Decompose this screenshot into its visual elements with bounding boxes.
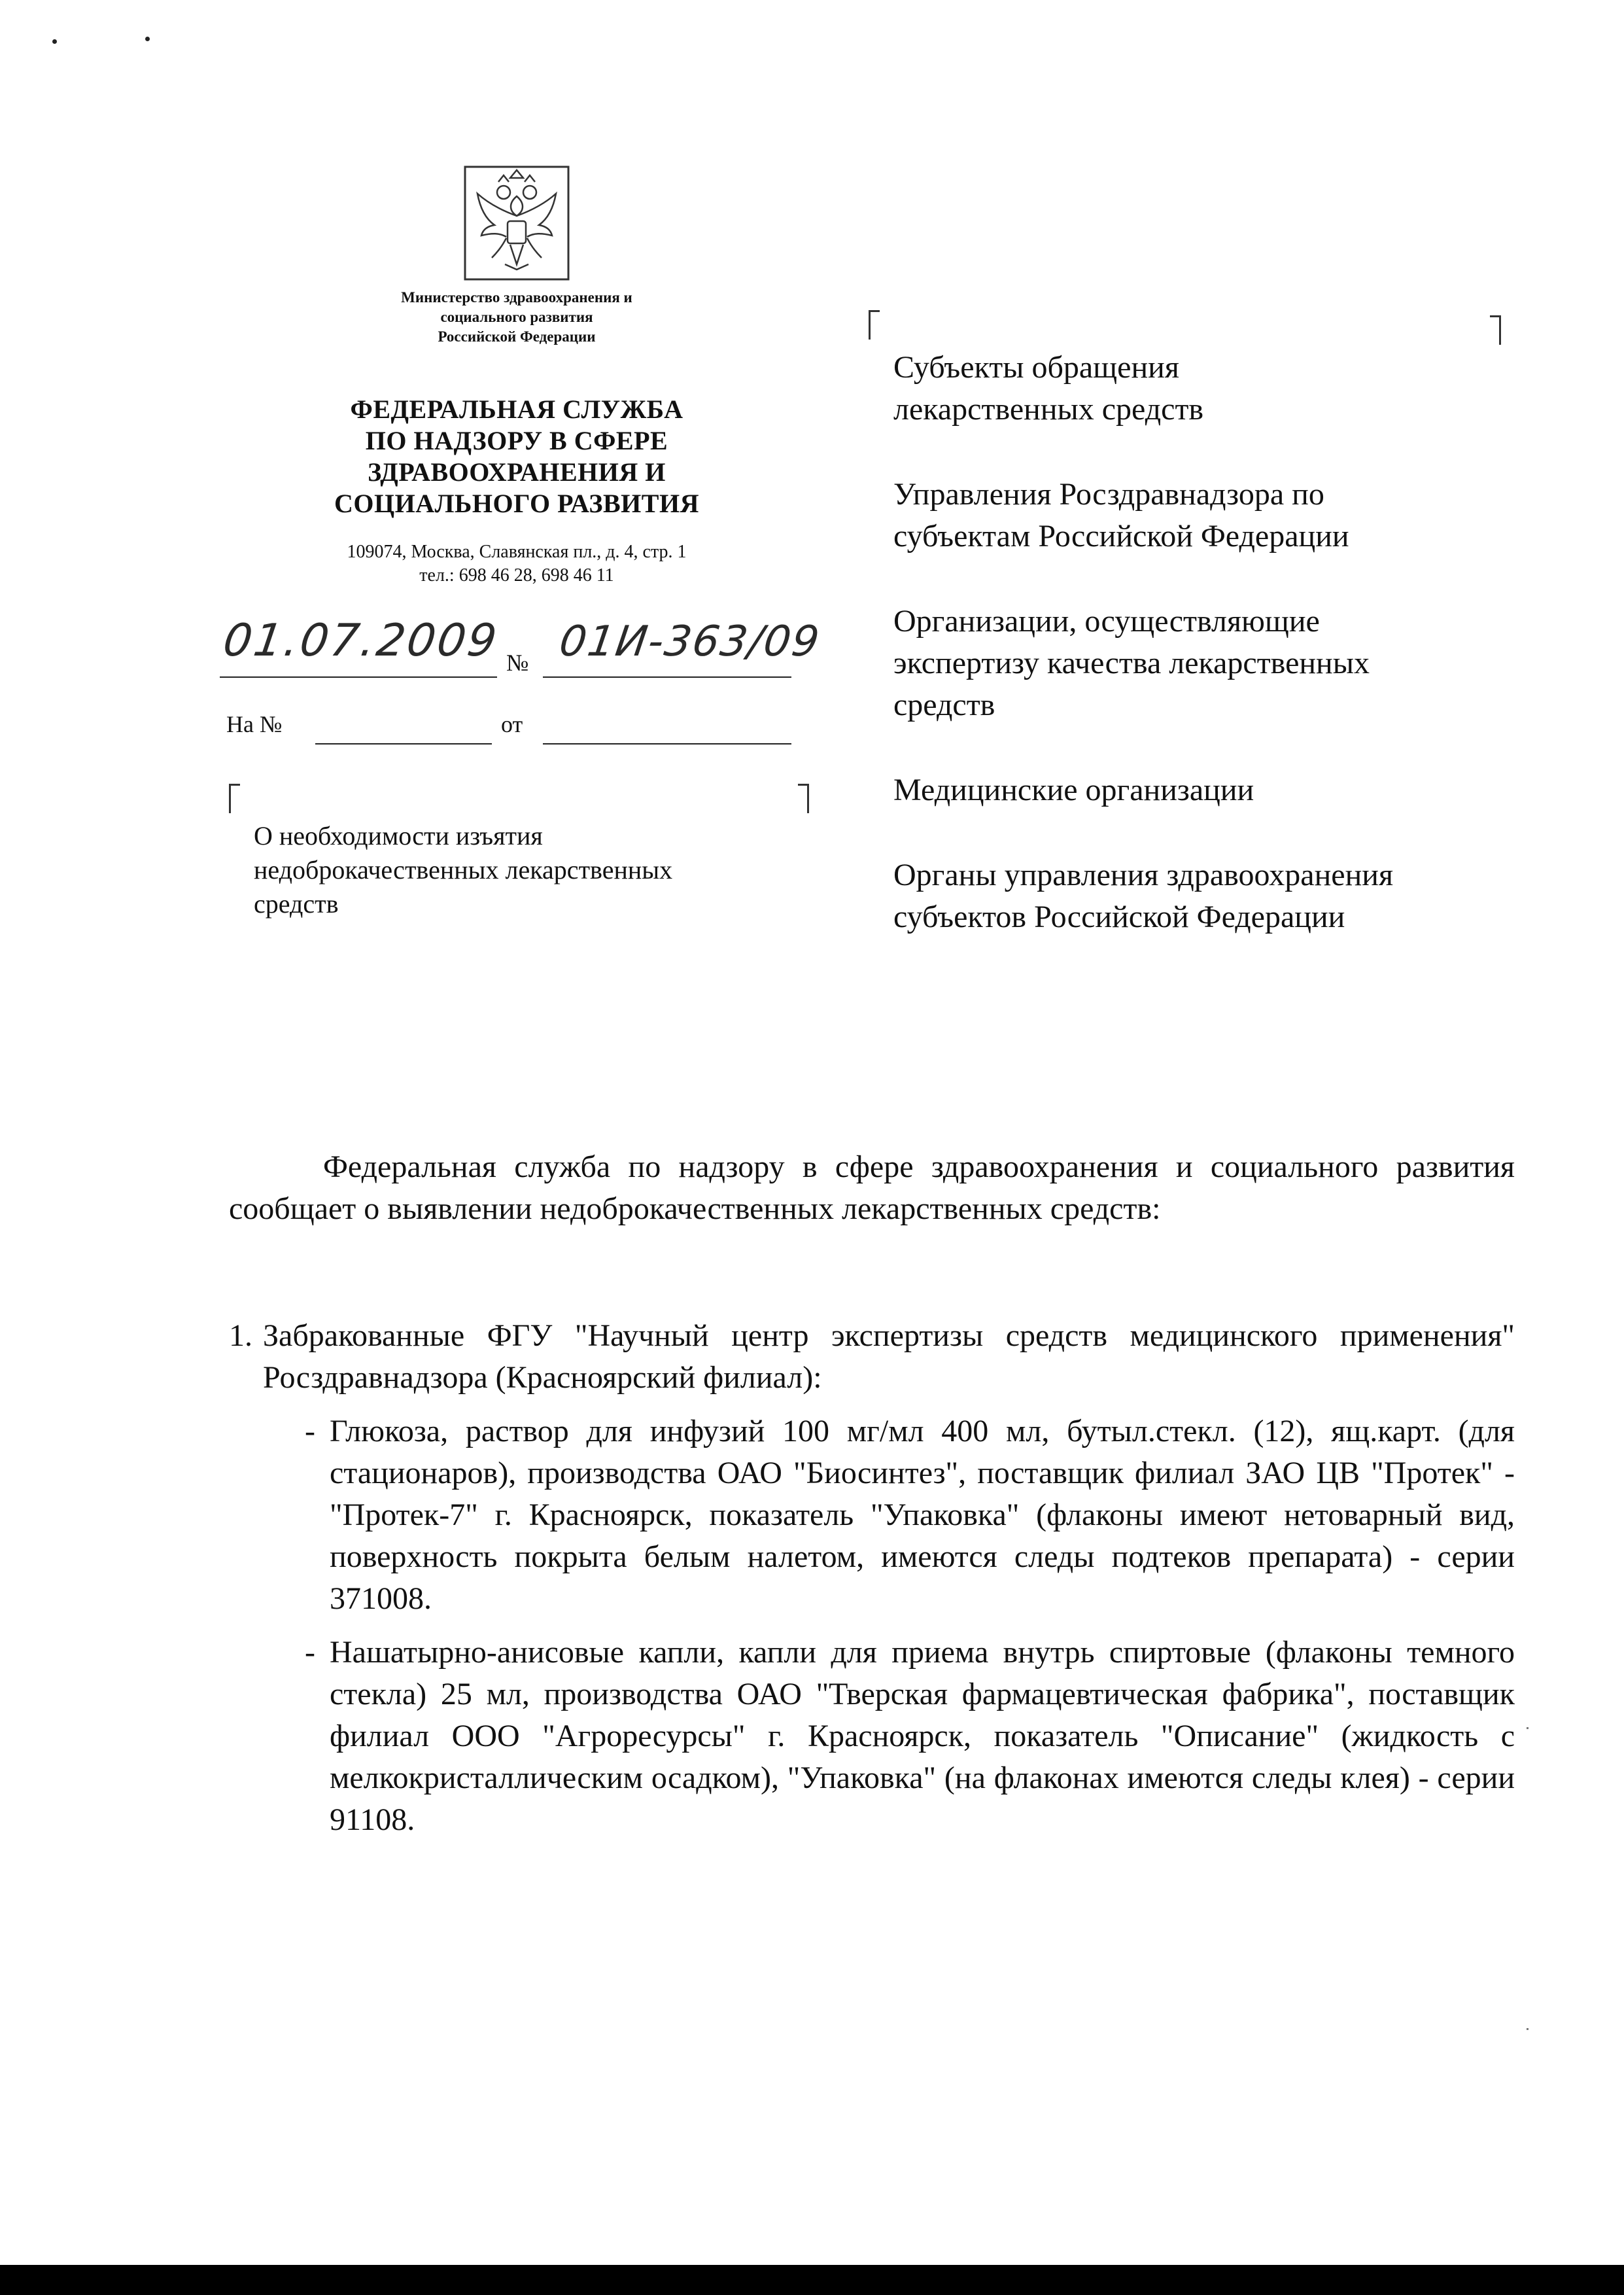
scan-speck bbox=[145, 37, 150, 41]
recipient-line: Субъекты обращения bbox=[893, 350, 1179, 385]
item-number: 1. bbox=[229, 1318, 252, 1353]
subject-corner-left bbox=[229, 784, 240, 813]
recipient bbox=[893, 854, 1547, 938]
reply-line bbox=[226, 710, 802, 750]
scan-bottom-edge bbox=[0, 2265, 1624, 2295]
recipient-line: экспертизу качества лекарственных bbox=[893, 646, 1370, 680]
scan-speck bbox=[52, 39, 57, 44]
number-label: № bbox=[506, 650, 529, 676]
handwritten-number: 01И-363/09 bbox=[556, 618, 823, 666]
subject-corner-right bbox=[798, 784, 809, 813]
recipient-line: Медицинские организации bbox=[893, 773, 1254, 807]
service-line: ЗДРАВООХРАНЕНИЯ И bbox=[368, 457, 666, 487]
registration-line bbox=[220, 615, 823, 687]
date-underline bbox=[220, 676, 497, 678]
item-heading-text: Забракованные ФГУ "Научный центр экспертизы средств медицинского применения" Росздравнадзора (Красноярский филиал): bbox=[263, 1318, 1515, 1395]
subject-line: О необходимости изъятия bbox=[254, 821, 543, 850]
recipients-corner-right bbox=[1490, 315, 1501, 345]
recipient-line: лекарственных средств bbox=[893, 392, 1204, 427]
service-name bbox=[249, 394, 785, 519]
recipient-line: Органы управления здравоохранения bbox=[893, 858, 1394, 892]
russian-coat-of-arms-icon bbox=[463, 165, 570, 281]
ministry-line: социального развития bbox=[440, 309, 593, 325]
recipient bbox=[893, 769, 1547, 811]
recipient bbox=[893, 347, 1547, 430]
recipient-line: средств bbox=[893, 688, 995, 722]
drug-entry bbox=[305, 1632, 1515, 1841]
item-heading bbox=[229, 1315, 1515, 1399]
subject-line: средств bbox=[254, 889, 339, 919]
service-line: ФЕДЕРАЛЬНАЯ СЛУЖБА bbox=[350, 394, 683, 424]
recipient-line: субъектам Российской Федерации bbox=[893, 519, 1349, 553]
drug-description: Нашатырно-анисовые капли, капли для приема внутрь спиртовые (флаконы темного стекла) 25 мл, производства ОАО "Тверская фармацевтическая фабрика", поставщик филиал ООО "Агроресурсы" г. Красноярск, показатель "Описание" (жидкость с мелкокристаллическим осадком), "Упаковка" (на флаконах имеются следы клея) - серии 91108. bbox=[330, 1635, 1515, 1837]
list-dash: - bbox=[305, 1414, 315, 1448]
reply-number-underline bbox=[315, 743, 492, 745]
drug-entry bbox=[305, 1410, 1515, 1620]
recipient bbox=[893, 601, 1547, 726]
recipients-corner-left bbox=[869, 310, 880, 340]
list-dash: - bbox=[305, 1635, 315, 1670]
service-address bbox=[249, 540, 785, 587]
intro-paragraph: Федеральная служба по надзору в сфере здравоохранения и социального развития сообщает о выявлении недоброкачественных лекарственных средств: bbox=[229, 1149, 1515, 1226]
subject-line: недоброкачественных лекарственных bbox=[254, 855, 673, 885]
reply-date-underline bbox=[543, 743, 791, 745]
recipient-line: Организации, осуществляющие bbox=[893, 604, 1320, 639]
service-line: ПО НАДЗОРУ В СФЕРЕ bbox=[365, 426, 668, 455]
drug-description: Глюкоза, раствор для инфузий 100 мг/мл 400 мл, бутыл.стекл. (12), ящ.карт. (для стационаров), производства ОАО "Биосинтез", поставщик филиал ЗАО ЦВ "Протек" - "Протек-7" г. Красноярск, показатель "Упаковка" (флаконы имеют нетоварный вид, поверхность покрыта белым налетом, имеются следы подтеков препарата) - серии 371008. bbox=[330, 1414, 1515, 1616]
ministry-line: Министерство здравоохранения и bbox=[401, 289, 632, 306]
address-line: 109074, Москва, Славянская пл., д. 4, стр. 1 bbox=[347, 542, 687, 562]
number-underline bbox=[543, 676, 791, 678]
recipients-list bbox=[893, 347, 1547, 981]
reply-from-label: от bbox=[501, 711, 523, 737]
scan-speck bbox=[1527, 2028, 1529, 2030]
scan-speck bbox=[1527, 1727, 1529, 1729]
service-line: СОЦИАЛЬНОГО РАЗВИТИЯ bbox=[334, 489, 699, 518]
letter-intro bbox=[229, 1146, 1515, 1230]
ministry-name bbox=[314, 288, 719, 347]
letter-subject bbox=[254, 819, 816, 921]
address-line: тел.: 698 46 28, 698 46 11 bbox=[419, 565, 614, 586]
recipient bbox=[893, 474, 1547, 557]
rejected-items-section bbox=[229, 1315, 1515, 1841]
ministry-line: Российской Федерации bbox=[438, 328, 596, 345]
reply-label: На № bbox=[226, 711, 283, 737]
handwritten-date: 01.07.2009 bbox=[220, 615, 502, 667]
recipient-line: Управления Росздравнадзора по bbox=[893, 477, 1324, 512]
recipient-line: субъектов Российской Федерации bbox=[893, 900, 1345, 934]
